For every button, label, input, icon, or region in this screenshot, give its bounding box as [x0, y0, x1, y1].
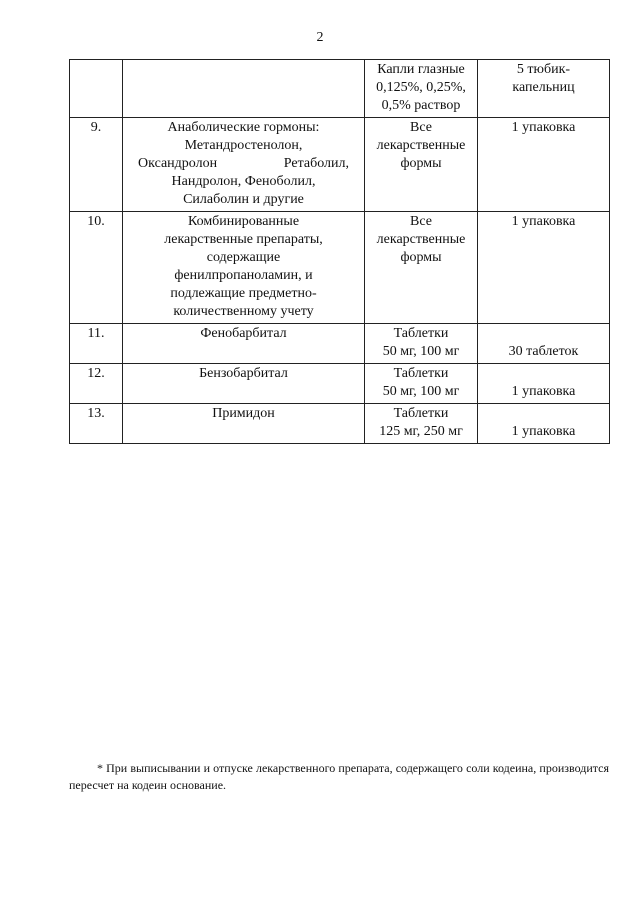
quantity-cell — [478, 324, 610, 364]
drug-name-cell — [123, 364, 365, 404]
drug-form-cell — [365, 404, 478, 444]
table-row — [70, 60, 610, 118]
drug-form-cell-line: 0,5% раствор — [381, 98, 461, 113]
drug-name-cell-line: Метандростенолон, — [184, 138, 303, 153]
drug-form-cell-line: формы — [400, 156, 442, 171]
drug-name-cell-line: количественному учету — [173, 304, 314, 319]
drug-name-cell — [123, 324, 365, 364]
row-number: 11. — [70, 324, 123, 364]
row-number: 10. — [70, 212, 123, 324]
drug-name-cell-line: Примидон — [212, 406, 275, 421]
row-number: 12. — [70, 364, 123, 404]
drug-form-cell — [365, 118, 478, 212]
row-number: 13. — [70, 404, 123, 444]
quantity-cell-line: 1 упаковка — [511, 214, 576, 229]
footnote: * При выписывании и отпуске лекарственного препарата, содержащего соли кодеина, производится пересчет на кодеин основание. — [69, 761, 609, 792]
quantity-cell-line: капельниц — [512, 80, 575, 95]
drug-name-cell-line: содержащие — [206, 250, 281, 265]
table-row — [70, 118, 610, 212]
drug-table — [69, 59, 610, 444]
drug-name-cell-line: фенилпропаноламин, и — [174, 268, 313, 283]
drug-name-cell-line: Нандролон, Феноболил, — [171, 174, 316, 189]
row-number — [70, 60, 123, 118]
drug-name-cell-line: подлежащие предметно- — [170, 286, 317, 301]
drug-form-cell-line: лекарственные — [376, 138, 466, 153]
page-number: 2 — [316, 30, 324, 45]
drug-form-cell-line: лекарственные — [376, 232, 466, 247]
drug-form-cell-line: 50 мг, 100 мг — [382, 344, 460, 359]
drug-name-cell-line: Комбинированные — [187, 214, 300, 229]
drug-form-cell-line: Все — [410, 120, 432, 135]
drug-form-cell — [365, 212, 478, 324]
drug-form-cell-line: Таблетки — [393, 406, 449, 421]
drug-name-cell — [123, 212, 365, 324]
drug-form-cell-line: Таблетки — [393, 326, 449, 341]
drug-name-cell-line: Силаболин и другие — [183, 192, 304, 207]
drug-name-cell-line: Бензобарбитал — [199, 366, 288, 381]
quantity-cell-line: 30 таблеток — [508, 344, 579, 359]
quantity-cell-line: 5 тюбик- — [516, 62, 571, 77]
drug-name-cell-line: Оксандролон Ретаболил, — [138, 156, 349, 171]
table-row — [70, 364, 610, 404]
drug-form-cell-line: Таблетки — [393, 366, 449, 381]
quantity-cell — [478, 118, 610, 212]
table-row — [70, 324, 610, 364]
quantity-cell-line: 1 упаковка — [511, 384, 576, 399]
drug-name-cell-line: лекарственные препараты, — [164, 232, 323, 247]
drug-name-cell-line: Анаболические гормоны: — [167, 120, 320, 135]
drug-name-cell — [123, 118, 365, 212]
quantity-cell — [478, 212, 610, 324]
drug-form-cell-line: Все — [410, 214, 432, 229]
drug-form-cell — [365, 60, 478, 118]
quantity-cell-line: 1 упаковка — [511, 424, 576, 439]
drug-form-cell-line: 0,125%, 0,25%, — [376, 80, 466, 95]
drug-form-cell-line: 125 мг, 250 мг — [379, 424, 463, 439]
quantity-cell-line: 1 упаковка — [511, 120, 576, 135]
quantity-cell — [478, 404, 610, 444]
drug-form-cell-line: формы — [400, 250, 442, 265]
drug-name-cell — [123, 60, 365, 118]
quantity-cell — [478, 364, 610, 404]
drug-form-cell — [365, 364, 478, 404]
quantity-cell — [478, 60, 610, 118]
drug-form-cell-line: 50 мг, 100 мг — [382, 384, 460, 399]
row-number: 9. — [70, 118, 123, 212]
drug-form-cell-line: Капли глазные — [377, 62, 465, 77]
drug-name-cell-line: Фенобарбитал — [200, 326, 287, 341]
table-row — [70, 404, 610, 444]
table-body — [70, 60, 610, 444]
drug-name-cell — [123, 404, 365, 444]
drug-form-cell — [365, 324, 478, 364]
table-row — [70, 212, 610, 324]
